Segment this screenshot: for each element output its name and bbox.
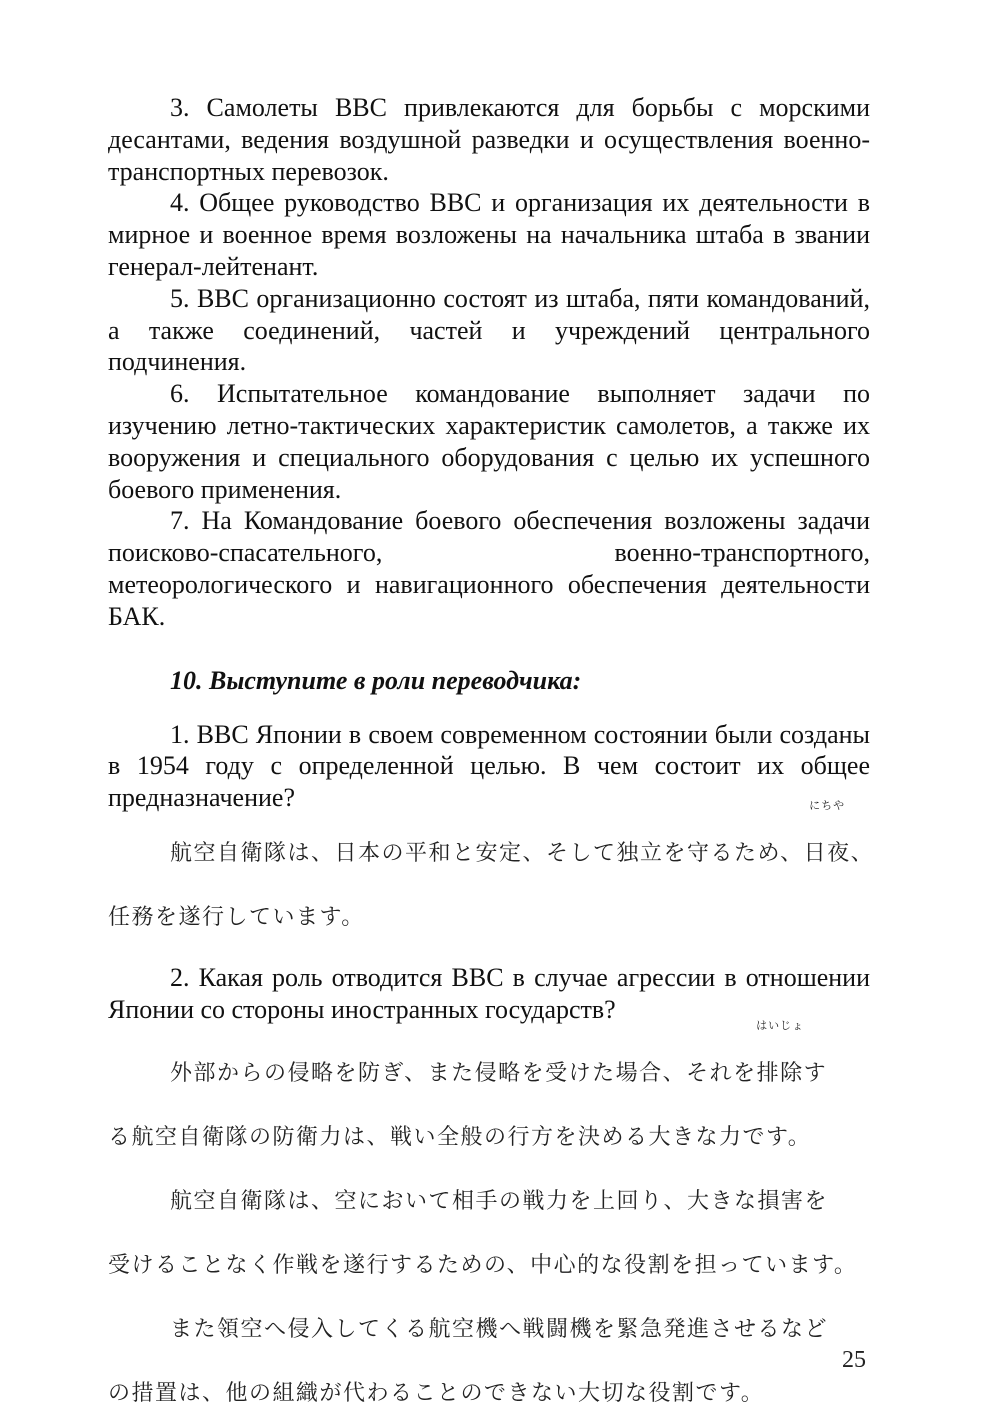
page-number: 25 bbox=[842, 1347, 866, 1373]
answer-2-line-3: 航空自衛隊は、空において相手の戦力を上回り、大きな損害を bbox=[170, 1188, 829, 1214]
answer-1-line-2: 任務を遂行しています。 bbox=[108, 904, 365, 930]
answer-2-text-b: す bbox=[803, 1060, 828, 1086]
paragraph-5: 5. ВВС организационно состоят из штаба, пяти командований, а также соединений, частей и учреждений центрального подчинения. bbox=[108, 283, 870, 377]
answer-2-line-2: る航空自衛隊の防衛力は、戦い全般の行方を決める大きな力です。 bbox=[108, 1124, 812, 1150]
answer-2-line-6: の措置は、他の組織が代わることのできない大切な役割です。 bbox=[108, 1380, 765, 1406]
ruby-haijo bbox=[756, 1018, 805, 1106]
ruby-reading-nichiya: にちや bbox=[809, 798, 846, 812]
paragraph-3: 3. Самолеты ВВС привлекаются для борьбы с морскими десантами, ведения воздушной разведки и осуществления военно-транспортных перевозок. bbox=[108, 93, 870, 186]
answer-1-line-1 bbox=[108, 798, 875, 886]
paragraph-7: 7. На Командование боевого обеспечения возложены задачи поисково-спасательного, военно-транспортного, метеорологического и навигационного обеспечения деятельности БАК. bbox=[108, 506, 870, 631]
question-2: 2. Какая роль отводится ВВС в случае агрессии в отношении Японии со стороны иностранных государств? bbox=[108, 962, 870, 1024]
answer-2-text-a: 外部からの侵略を防ぎ、また侵略を受けた場合、それを bbox=[170, 1060, 757, 1086]
answer-2-line-1 bbox=[108, 1018, 870, 1106]
question-1: 1. ВВС Японии в своем современном состоянии были созданы в 1954 году с определенной целью. В чем состоит их общее предназначение? bbox=[108, 719, 870, 813]
paragraph-6: 6. Испытательное командование выполняет задачи по изучению летно-тактических характеристик самолетов, а также их вооружения и специального оборудования с целью их успешного боевого применения. bbox=[108, 379, 870, 504]
paragraph-4: 4. Общее руководство ВВС и организация их деятельности в мирное и военное время возложены на начальника штаба в звании генерал-лейтенант. bbox=[108, 188, 870, 281]
answer-1-text-a: 航空自衛隊は、日本の平和と安定、そして独立を守るため、 bbox=[170, 840, 804, 866]
ruby-nichiya bbox=[803, 798, 851, 886]
exercise-heading: 10. Выступите в роли переводчика: bbox=[170, 665, 582, 695]
ruby-reading-haijo: はいじょ bbox=[756, 1018, 805, 1032]
answer-1-text-b: 、 bbox=[850, 840, 875, 866]
ruby-base-haijo: 排除 bbox=[756, 1060, 804, 1086]
answer-2-line-5: また領空へ侵入してくる航空機へ戦闘機を緊急発進させるなど bbox=[170, 1316, 829, 1342]
ruby-base-nichiya: 日夜 bbox=[803, 840, 851, 866]
answer-1 bbox=[108, 798, 875, 950]
answer-2-line-4: 受けることなく作戦を遂行するための、中心的な役割を担っています。 bbox=[108, 1252, 858, 1278]
answer-2 bbox=[108, 1018, 870, 1426]
page-content bbox=[108, 92, 875, 1426]
